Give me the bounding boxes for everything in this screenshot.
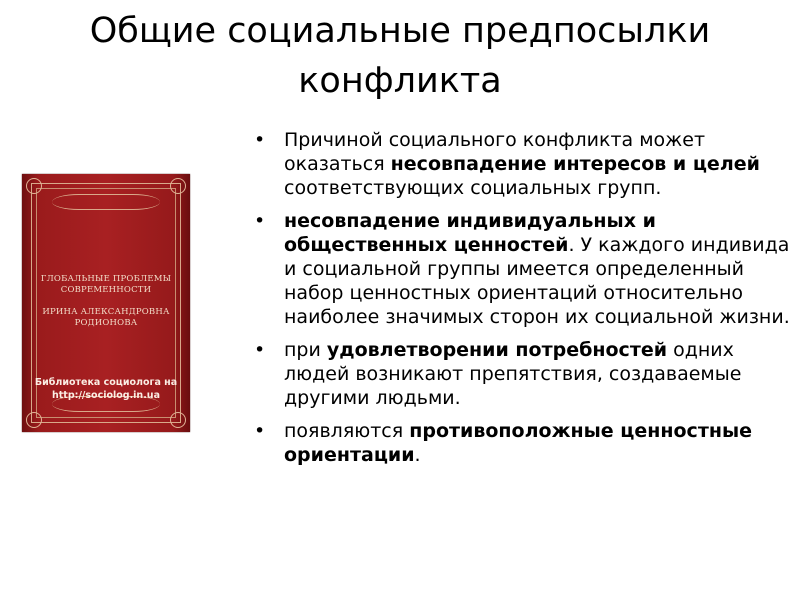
bullet-item <box>254 419 790 467</box>
book-site-link: http://sociolog.in.ua <box>52 390 160 401</box>
bullet-text: соответствующих социальных групп. <box>284 177 662 199</box>
bullet-text: одних людей возникают препятствия, создаваемые другими людьми. <box>284 339 742 409</box>
slide-title: Общие социальные предпосылки конфликта <box>89 11 711 101</box>
bullet-marker: • <box>254 339 266 361</box>
book-corner-ornament <box>170 412 186 428</box>
book-corner-ornament <box>26 178 42 194</box>
bullet-emphasis: противоположные ценностные ориентации <box>284 420 753 466</box>
bullet-emphasis: несовпадение интересов и целей <box>390 153 760 175</box>
bullet-emphasis: удовлетворении потребностей <box>326 339 668 361</box>
bullet-text: . <box>414 444 421 466</box>
bullet-emphasis: несовпадение индивидуальных и общественных ценностей <box>284 210 656 256</box>
book-library-label: Библиотека социолога на <box>34 377 178 388</box>
bullet-text: . У каждого индивида и социальной группы имеется определенный набор ценностных ориентаций относительно наиболее значимых сторон их социальной жизни. <box>284 234 790 328</box>
bullet-text: Причиной социального конфликта может оказаться <box>284 129 706 175</box>
book-corner-ornament <box>26 412 42 428</box>
bullet-text: появляются <box>284 420 410 442</box>
book-top-ornament <box>52 194 160 210</box>
book-corner-ornament <box>170 178 186 194</box>
bullet-item <box>254 209 790 329</box>
bullet-list <box>254 128 790 476</box>
book-title: ГЛОБАЛЬНЫЕ ПРОБЛЕМЫ СОВРЕМЕННОСТИ <box>40 274 172 295</box>
bullet-item <box>254 128 790 200</box>
bullet-text: при <box>284 339 327 361</box>
bullet-item <box>254 338 790 410</box>
book-author: ИРИНА АЛЕКСАНДРОВНА РОДИОНОВА <box>42 307 170 328</box>
book-cover-image <box>22 174 190 432</box>
bullet-marker: • <box>254 210 266 232</box>
bullet-marker: • <box>254 129 266 151</box>
bullet-marker: • <box>254 420 266 442</box>
